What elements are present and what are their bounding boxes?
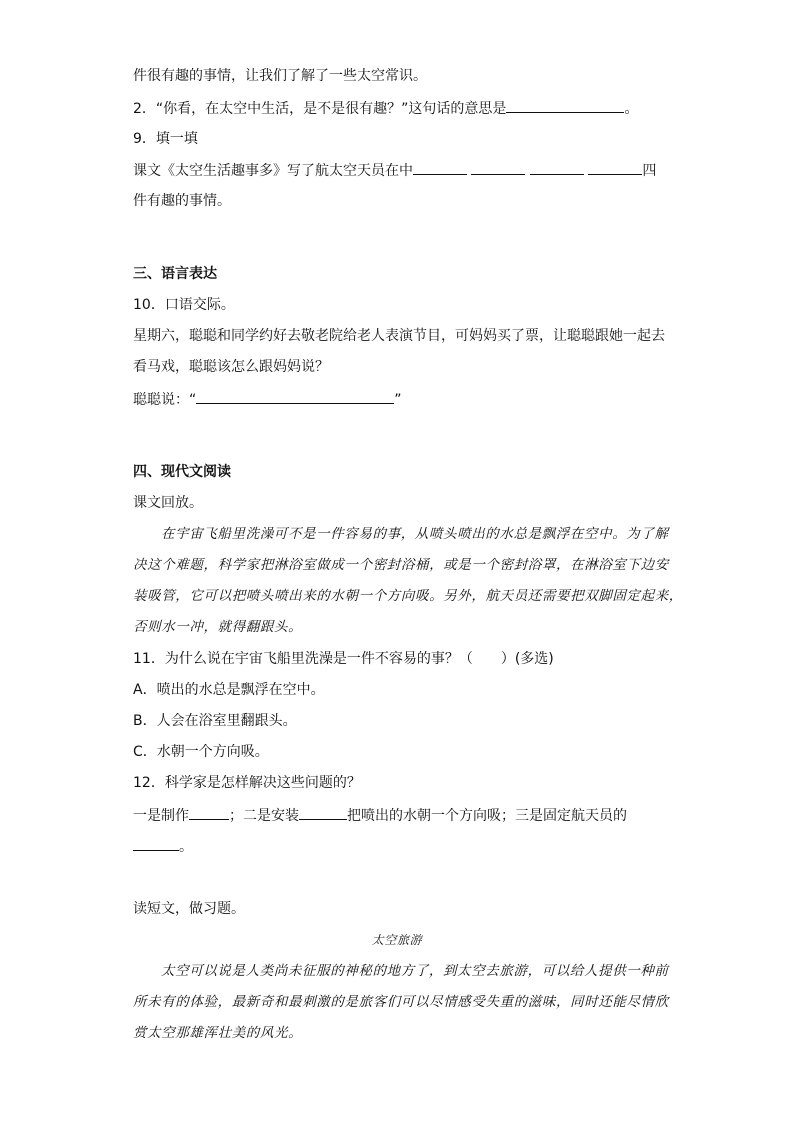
reading-2-intro: 读短文，做习题。 (133, 901, 245, 917)
q9-line1-text: 课文《太空生活趣事多》写了航太空天员在中 (133, 163, 413, 179)
passage-line: 否则水一冲，就得翻跟头。 (133, 619, 303, 635)
passage-line: 在宇宙飞船里洗澡可不是一件容易的事，从喷头喷出的水总是飘浮在空中。为了解 (161, 526, 669, 542)
q11-option-c[interactable]: C．水朝一个方向吸。 (133, 744, 269, 760)
passage-line: 赏太空那雄浑壮美的风光。 (133, 1025, 303, 1041)
q10-heading: 10．口语交际。 (133, 297, 235, 313)
q9-line2: 件有趣的事情。 (133, 193, 231, 209)
q10-answer (133, 389, 402, 410)
answer-blank[interactable] (133, 836, 179, 851)
q12-part1: 一是制作 (133, 808, 189, 824)
q9-line1 (133, 160, 656, 181)
section-4-heading: 四、现代文阅读 (133, 464, 231, 480)
passage-line: 所未有的体验，最新奇和最刺激的是旅客们可以尽情感受失重的滋味，同时还能尽情欣 (133, 994, 669, 1010)
q9-heading: 9．填一填 (133, 131, 198, 147)
answer-blank[interactable] (299, 805, 347, 820)
q10-answer-suffix: ” (394, 392, 402, 408)
passage-line: 装吸管，它可以把喷头喷出来的水朝一个方向吸。另外，航天员还需要把双脚固定起来， (133, 588, 683, 604)
q12-part2: ；二是安装 (229, 808, 299, 824)
q11-stem: 11．为什么说在宇宙飞船里洗澡是一件不容易的事？（ ）(多选) (133, 651, 554, 667)
q12-end: 。 (179, 839, 193, 855)
q8-item2 (133, 98, 638, 119)
q10-para-line1: 星期六，聪聪和同学约好去敬老院给老人表演节目，可妈妈买了票，让聪聪跟她一起去 (133, 328, 665, 344)
answer-blank[interactable] (413, 160, 467, 175)
answer-blank[interactable] (189, 805, 229, 820)
q8-item2-text: 2．“你看，在太空中生活，是不是很有趣？”这句话的意思是 (133, 101, 507, 117)
q11-option-a[interactable]: A．喷出的水总是飘浮在空中。 (133, 682, 325, 698)
q8-item2-end: 。 (624, 101, 639, 117)
q12-stem: 12．科学家是怎样解决这些问题的？ (133, 775, 361, 791)
answer-blank[interactable] (196, 389, 394, 404)
section-3-heading: 三、语言表达 (133, 266, 217, 282)
q12-answer-line1 (133, 805, 627, 826)
q9-line1-end: 四 (642, 163, 657, 179)
q8-line1: 件很有趣的事情，让我们了解了一些太空常识。 (133, 68, 427, 84)
q12-part3: 把喷出的水朝一个方向吸；三是固定航天员的 (347, 808, 627, 824)
q12-answer-line2 (133, 836, 193, 857)
passage-line: 决这个难题，科学家把淋浴室做成一个密封浴桶，或是一个密封浴罩，在淋浴室下边安 (133, 557, 669, 573)
passage-line: 太空可以说是人类尚未征服的神秘的地方了，到太空去旅游，可以给人提供一种前 (161, 963, 669, 979)
answer-blank[interactable] (530, 160, 584, 175)
answer-blank[interactable] (471, 160, 525, 175)
q11-option-b[interactable]: B．人会在浴室里翻跟头。 (133, 713, 297, 729)
q10-answer-prefix: 聪聪说：“ (133, 392, 197, 408)
q10-para-line2: 看马戏，聪聪该怎么跟妈妈说？ (133, 359, 329, 375)
section-4-intro: 课文回放。 (133, 495, 203, 511)
passage-title: 太空旅游 (371, 933, 423, 947)
answer-blank[interactable] (506, 98, 624, 113)
answer-blank[interactable] (588, 160, 642, 175)
